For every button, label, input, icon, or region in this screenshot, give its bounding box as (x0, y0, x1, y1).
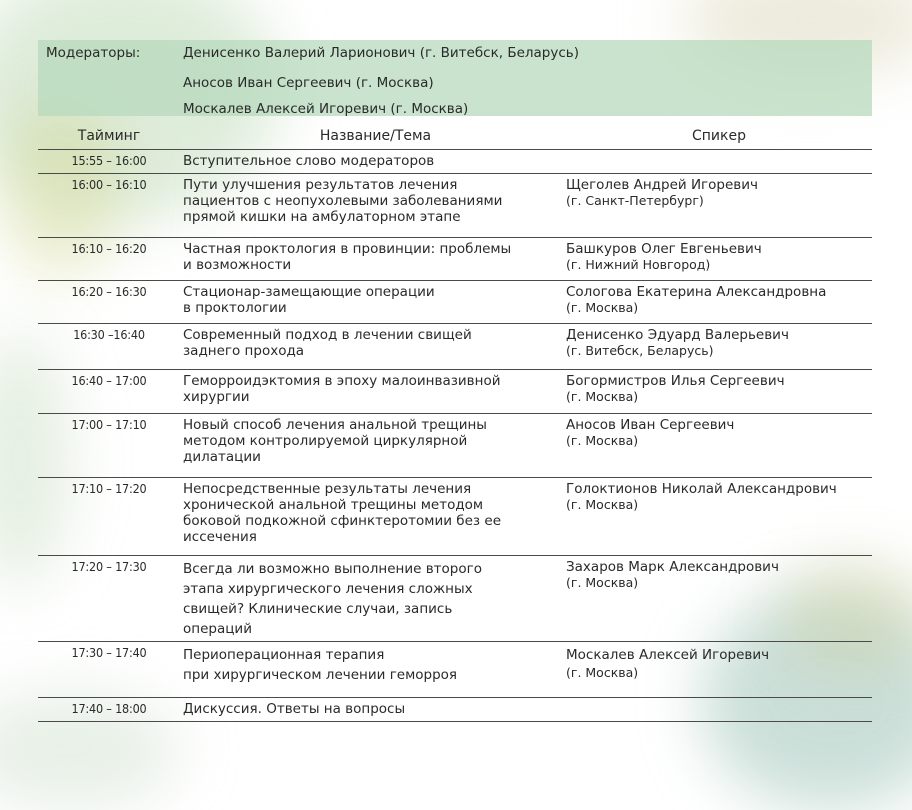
moderators-label: Модераторы: (46, 45, 141, 61)
row-speaker (566, 373, 872, 405)
speaker-name: Аносов Иван Сергеевич (566, 417, 735, 433)
speaker-name: Денисенко Эдуард Валерьевич (566, 327, 789, 343)
header-speaker: Спикер (692, 128, 746, 144)
moderator-name: Денисенко Валерий Ларионович (г. Витебск, Беларусь) (183, 45, 580, 61)
row-title: Пути улучшения результатов лечения пациентов с неопухолевыми заболеваниями прямой кишки на амбулаторном этапе (183, 177, 503, 225)
table-row (38, 413, 872, 477)
moderators-block (38, 40, 872, 116)
row-speaker (566, 327, 872, 359)
row-time: 17:00 – 17:10 (71, 417, 147, 432)
table-row (38, 280, 872, 323)
speaker-name: Богормистров Илья Сергеевич (566, 373, 785, 389)
row-time: 17:30 – 17:40 (71, 645, 147, 660)
header-timing: Тайминг (77, 128, 141, 144)
speaker-name: Голоктионов Николай Александрович (566, 481, 837, 497)
speaker-city: (г. Нижний Новгород) (566, 257, 711, 272)
row-time: 17:20 – 17:30 (71, 559, 147, 574)
row-time: 16:30 –16:40 (73, 327, 145, 342)
row-title: Периоперационная терапия при хирургическом лечении геморроя (183, 647, 458, 683)
row-speaker (566, 645, 872, 681)
table-row (38, 149, 872, 173)
row-title: Частная проктология в провинции: проблемы и возможности (183, 241, 512, 273)
row-title: Непосредственные результаты лечения хронической анальной трещины методом боковой подкожной сфинктеротомии без ее иссечения (183, 481, 502, 545)
speaker-name: Башкуров Олег Евгеньевич (566, 241, 762, 257)
table-row (38, 323, 872, 369)
row-title: Всегда ли возможно выполнение второго этапа хирургического лечения сложных свищей? Клинические случаи, запись операций (183, 561, 482, 637)
speaker-name: Сологова Екатерина Александровна (566, 284, 827, 300)
row-title: Современный подход в лечении свищей заднего прохода (183, 327, 472, 359)
row-time: 15:55 – 16:00 (71, 153, 147, 168)
speaker-city: (г. Москва) (566, 300, 639, 315)
row-time: 16:20 – 16:30 (71, 284, 147, 299)
speaker-name: Щеголев Андрей Игоревич (566, 177, 758, 193)
schedule-table (38, 149, 872, 722)
table-row (38, 237, 872, 280)
table-row (38, 641, 872, 697)
row-speaker (566, 559, 872, 591)
speaker-city: (г. Москва) (566, 433, 639, 448)
table-header (38, 124, 872, 150)
speaker-city: (г. Витебск, Беларусь) (566, 343, 714, 358)
moderator-name: Аносов Иван Сергеевич (г. Москва) (183, 75, 434, 91)
moderators-list (183, 44, 579, 122)
header-title: Название/Тема (319, 128, 432, 144)
table-row (38, 697, 872, 722)
row-time: 17:40 – 18:00 (71, 701, 147, 716)
row-title: Новый способ лечения анальной трещины методом контролируемой циркулярной дилатации (183, 417, 487, 465)
row-time: 16:10 – 16:20 (71, 241, 147, 256)
row-time: 16:00 – 16:10 (71, 177, 147, 192)
table-row (38, 173, 872, 237)
row-speaker (566, 284, 872, 316)
speaker-city: (г. Москва) (566, 389, 639, 404)
row-title: Геморроидэктомия в эпоху малоинвазивной хирургии (183, 373, 501, 405)
row-speaker (566, 417, 872, 449)
row-title: Дискуссия. Ответы на вопросы (183, 701, 406, 717)
row-title: Стационар-замещающие операции в проктологии (183, 284, 435, 316)
speaker-city: (г. Москва) (566, 665, 639, 680)
row-speaker (566, 241, 872, 273)
table-row (38, 369, 872, 413)
speaker-city: (г. Москва) (566, 497, 639, 512)
moderator-name: Москалев Алексей Игоревич (г. Москва) (183, 101, 469, 117)
speaker-city: (г. Москва) (566, 575, 639, 590)
row-time: 17:10 – 17:20 (71, 481, 147, 496)
table-row (38, 555, 872, 641)
row-speaker (566, 177, 872, 209)
speaker-city: (г. Санкт-Петербург) (566, 193, 704, 208)
speaker-name: Захаров Марк Александрович (566, 559, 779, 575)
speaker-name: Москалев Алексей Игоревич (566, 647, 770, 663)
table-row (38, 477, 872, 555)
row-time: 16:40 – 17:00 (71, 373, 147, 388)
row-speaker (566, 481, 872, 513)
row-title: Вступительное слово модераторов (183, 153, 435, 169)
